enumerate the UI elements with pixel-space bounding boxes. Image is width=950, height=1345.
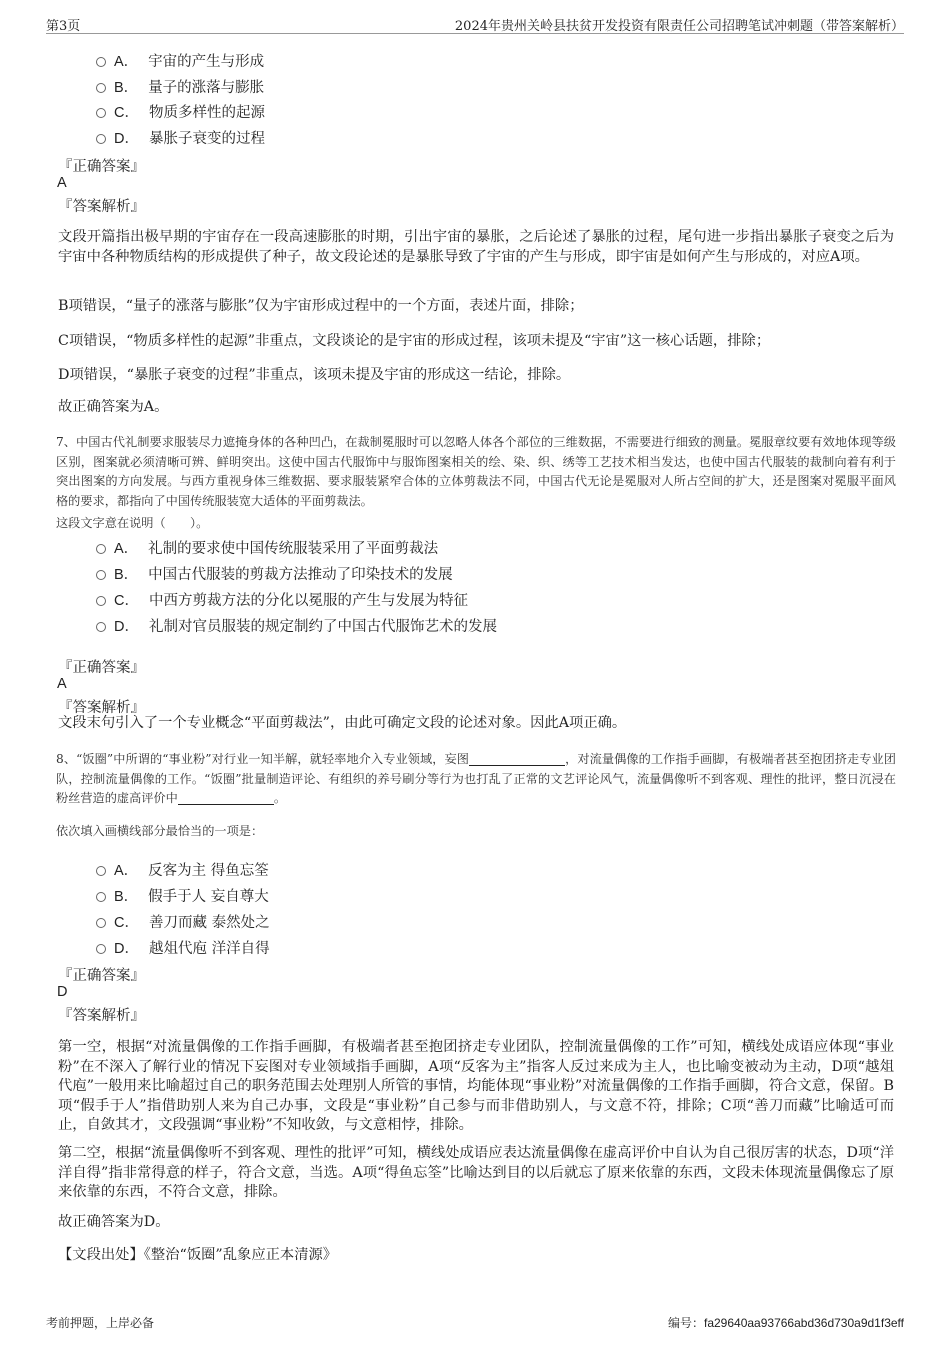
footer-code: 编号：fa29640aa93766abd36d730a9d1f3eff xyxy=(667,1316,904,1330)
footer-slogan: 考前押题，上岸必备 xyxy=(46,1316,155,1330)
fill-blank-2 xyxy=(178,790,274,805)
q8-analysis-label: 『答案解析』 xyxy=(58,1008,145,1024)
q6-analysis-d: D项错误，“暴胀子衰变的过程”非重点，该项未提及宇宙的形成这一结论，排除。 xyxy=(58,367,571,383)
q7-answer: A xyxy=(57,676,67,692)
q8-source: 【文段出处】《整治“饭圈”乱象应正本清源》 xyxy=(58,1247,338,1263)
q8-option-c[interactable]: C． 善刀而藏 泰然处之 xyxy=(96,911,270,932)
page-number: 第3页 xyxy=(46,19,81,34)
q7-option-d[interactable]: D． 礼制对官员服装的规定制约了中国古代服饰艺术的发展 xyxy=(96,615,497,636)
q8-analysis-second-blank: 第二空，根据“流量偶像听不到客观、理性的批评”可知，横线处成语应表达流量偶像在虚高评价中自认为自己很厉害的状态，D项“洋洋自得”指非常得意的样子，符合文意，当选。A项“得鱼忘筌”比喻达到目的以后就忘了原来依靠的东西，文段未体现流量偶像忘了原来依靠的东西，不符合文意，排除。 xyxy=(58,1145,894,1200)
q8-analysis-first-blank: 第一空，根据“对流量偶像的工作指手画脚，有极端者甚至抱团挤走专业团队，控制流量偶像的工作”可知，横线处成语应体现“事业粉”在不深入了解行业的情况下妄图对专业领域指手画脚，A项“反客为主”指客人反过来成为主人，也比喻变被动为主动，D项“越俎代庖”一般用来比喻超过自己的职务范围去处理别人所管的事情，均能体现“事业粉”对流量偶像的工作指手画脚，符合文意，保留。B项“假手于人”指借助别人来为自己办事，文段是“事业粉”自己参与而非借助别人，与文意不符，排除；C项“善刀而藏”比喻适可而止，自敛其才，文段强调“事业粉”不知收敛，与文意相悖，排除。 xyxy=(58,1039,894,1133)
q6-analysis-main: 文段开篇指出极早期的宇宙存在一段高速膨胀的时期，引出宇宙的暴胀，之后论述了暴胀的过程，尾句进一步指出暴胀子衰变之后为宇宙中各种物质结构的形成提供了种子，故文段论述的是暴胀导致了宇宙的产生与形成，即宇宙是如何产生与形成的，对应A项。 xyxy=(58,229,894,265)
radio-icon[interactable] xyxy=(96,596,106,606)
radio-icon[interactable] xyxy=(96,108,106,118)
radio-icon[interactable] xyxy=(96,570,106,580)
q6-option-a[interactable]: A． 宇宙的产生与形成 xyxy=(96,50,264,71)
radio-icon[interactable] xyxy=(96,134,106,144)
q7-option-b[interactable]: B． 中国古代服装的剪裁方法推动了印染技术的发展 xyxy=(96,563,453,584)
q8-answer-label: 『正确答案』 xyxy=(58,968,145,984)
q6-answer: A xyxy=(57,175,67,191)
q8-stem: 8、“饭圈”中所谓的“事业粉”对行业一知半解，就轻率地介入专业领域，妄图 ，对流量偶像的工作指手画脚，有极端者甚至抱团挤走专业团队，控制流量偶像的工作。“饭圈”批量制造评论、有组织的养号刷分等行为也打乱了正常的文艺评论风气，流量偶像听不到客观、理性的批评，整日沉浸在粉丝营造的虚高评价中 。 xyxy=(56,752,896,805)
q8-prompt: 依次填入画横线部分最恰当的一项是： xyxy=(56,824,264,838)
radio-icon[interactable] xyxy=(96,918,106,928)
q6-answer-label: 『正确答案』 xyxy=(58,159,145,175)
q7-prompt: 这段文字意在说明（ ）。 xyxy=(56,516,209,530)
radio-icon[interactable] xyxy=(96,83,106,93)
q8-option-b[interactable]: B． 假手于人 妄自尊大 xyxy=(96,885,269,906)
document-title: 2024年贵州关岭县扶贫开发投资有限责任公司招聘笔试冲刺题（带答案解析） xyxy=(454,19,904,34)
q8-conclusion: 故正确答案为D。 xyxy=(58,1214,170,1230)
radio-icon[interactable] xyxy=(96,544,106,554)
q6-option-b[interactable]: B． 量子的涨落与膨胀 xyxy=(96,76,264,97)
radio-icon[interactable] xyxy=(96,57,106,67)
radio-icon[interactable] xyxy=(96,622,106,632)
q8-option-d[interactable]: D． 越俎代庖 洋洋自得 xyxy=(96,937,270,958)
q7-answer-label: 『正确答案』 xyxy=(58,660,145,676)
q8-answer: D xyxy=(57,984,68,1000)
q7-analysis: 文段末句引入了一个专业概念“平面剪裁法”，由此可确定文段的论述对象。因此A项正确。 xyxy=(58,715,627,731)
radio-icon[interactable] xyxy=(96,892,106,902)
q7-option-a[interactable]: A． 礼制的要求使中国传统服装采用了平面剪裁法 xyxy=(96,537,438,558)
q6-conclusion: 故正确答案为A。 xyxy=(58,399,169,415)
q6-analysis-c: C项错误，“物质多样性的起源”非重点，文段谈论的是宇宙的形成过程，该项未提及“宇宙”这一核心话题，排除； xyxy=(58,333,771,349)
q6-analysis-label: 『答案解析』 xyxy=(58,199,145,215)
q7-option-c[interactable]: C． 中西方剪裁方法的分化以冕服的产生与发展为特征 xyxy=(96,589,468,610)
radio-icon[interactable] xyxy=(96,944,106,954)
q7-stem: 7、中国古代礼制要求服装尽力遮掩身体的各种凹凸，在裁制冕服时可以忽略人体各个部位的三维数据，不需要进行细致的测量。冕服章纹要有效地体现等级区别，图案就必须清晰可辨、鲜明突出。这使中国古代服饰中与服饰图案相关的绘、染、织、绣等工艺技术相当发达，也使中国古代服装的裁制向着有利于突出图案的方向发展。与西方重视身体三维数据、要求服装紧窄合体的立体剪裁法不同，中国古代无论是冕服对人所占空间的扩大，还是图案对冕服平面风格的要求，都指向了中国传统服装宽大适体的平面剪裁法。 xyxy=(56,435,896,508)
header-divider xyxy=(46,33,904,34)
q6-option-c[interactable]: C． 物质多样性的起源 xyxy=(96,101,265,122)
fill-blank-1 xyxy=(469,751,565,766)
q6-analysis-b: B项错误，“量子的涨落与膨胀”仅为宇宙形成过程中的一个方面，表述片面，排除； xyxy=(58,298,584,314)
q8-option-a[interactable]: A． 反客为主 得鱼忘筌 xyxy=(96,859,269,880)
q7-analysis-label: 『答案解析』 xyxy=(58,700,145,716)
radio-icon[interactable] xyxy=(96,866,106,876)
q6-option-d[interactable]: D． 暴胀子衰变的过程 xyxy=(96,127,265,148)
